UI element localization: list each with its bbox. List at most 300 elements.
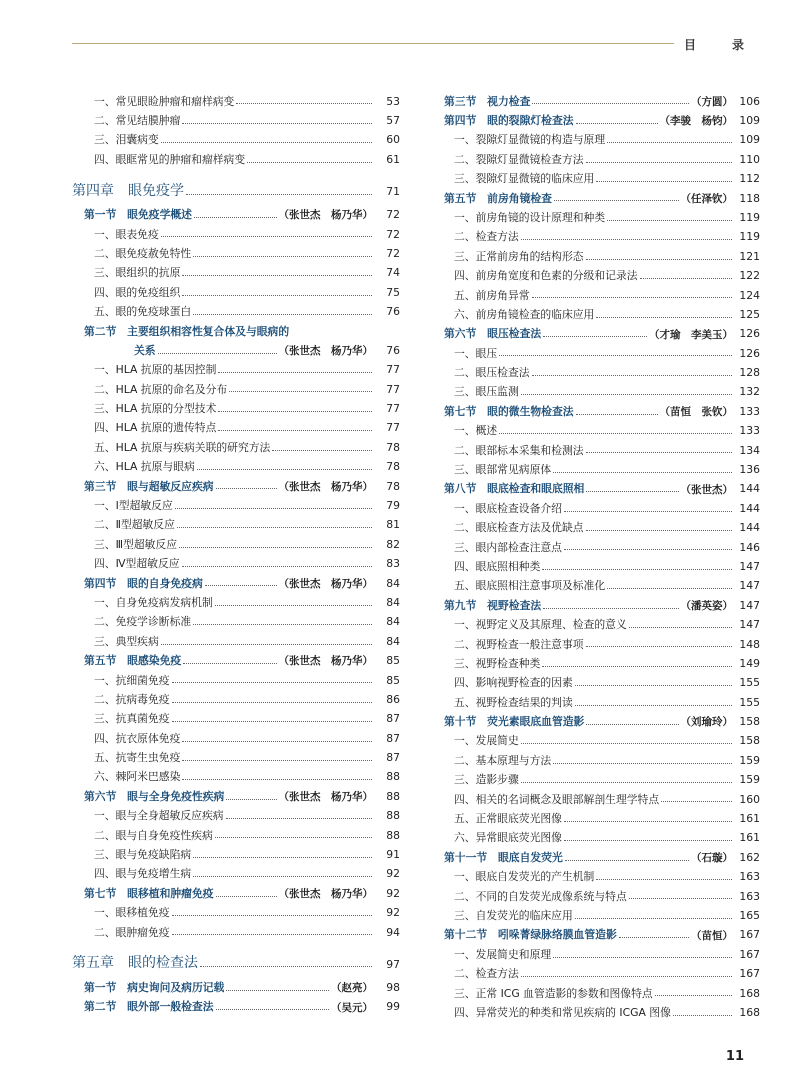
- dot-leader: [172, 721, 372, 722]
- toc-entry-title: 三、正常前房角的结构形态: [454, 249, 584, 263]
- toc-entry-page: 88: [386, 770, 400, 784]
- toc-item[interactable]: [432, 651, 760, 670]
- dot-leader: [575, 685, 732, 686]
- toc-entry-page: 72: [386, 208, 400, 222]
- toc-item[interactable]: [432, 225, 760, 244]
- toc-entry-title: 二、常见结膜肿瘤: [94, 113, 181, 127]
- toc-entry-page: 146: [739, 540, 760, 554]
- dot-leader: [640, 278, 732, 279]
- toc-entry-title: 二、裂隙灯显微镜检查方法: [454, 152, 584, 166]
- toc-item[interactable]: [72, 707, 400, 726]
- toc-entry-title: 第六节 眼压检查法: [444, 327, 542, 341]
- toc-entry-page: 147: [739, 618, 760, 632]
- toc-entry-page: 94: [386, 925, 400, 939]
- toc-section[interactable]: [72, 995, 400, 1014]
- toc-item[interactable]: [432, 205, 760, 224]
- toc-entry-author: （任泽钦）: [680, 192, 733, 205]
- toc-item[interactable]: [432, 613, 760, 632]
- dot-leader: [172, 702, 372, 703]
- toc-item[interactable]: [72, 108, 400, 127]
- toc-entry-title: 第十一节 眼底自发荧光: [444, 850, 563, 864]
- toc-entry-page: 148: [739, 637, 760, 651]
- dot-leader: [586, 259, 732, 260]
- toc-item[interactable]: [72, 901, 400, 920]
- toc-entry-page: 72: [386, 227, 400, 241]
- toc-item[interactable]: [432, 554, 760, 573]
- toc-entry-page: 167: [739, 928, 760, 942]
- toc-entry-title: 三、眼与免疫缺陷病: [94, 848, 192, 862]
- toc-entry-page: 144: [739, 501, 760, 515]
- toc-entry-page: 83: [386, 557, 400, 571]
- toc-entry-title: 六、HLA 抗原与眼病: [94, 460, 195, 474]
- toc-entry-page: 132: [739, 385, 760, 399]
- toc-entry-page: 74: [386, 266, 400, 280]
- dot-leader: [543, 608, 678, 609]
- toc-item[interactable]: [72, 416, 400, 435]
- toc-entry-title: 四、眼的免疫组织: [94, 285, 181, 299]
- dot-leader: [542, 666, 732, 667]
- toc-entry-page: 77: [386, 382, 400, 396]
- toc-section[interactable]: [72, 571, 400, 590]
- toc-item[interactable]: [432, 128, 760, 147]
- dot-leader: [182, 566, 372, 567]
- toc-entry-page: 122: [739, 269, 760, 283]
- toc-entry-page: 76: [386, 305, 400, 319]
- toc-section[interactable]: [432, 186, 760, 205]
- toc-entry-author: （张世杰 杨乃华）: [278, 345, 373, 358]
- toc-entry-page: 167: [739, 947, 760, 961]
- dot-leader: [673, 1015, 732, 1016]
- toc-entry-title: 第五节 前房角镜检查: [444, 191, 552, 205]
- toc-entry-page: 85: [386, 673, 400, 687]
- dot-leader: [226, 990, 329, 991]
- toc-entry-page: 163: [739, 889, 760, 903]
- toc-item[interactable]: [72, 241, 400, 260]
- dot-leader: [564, 549, 732, 550]
- toc-entry-title: 第六节 眼与全身免疫性疾病: [84, 789, 225, 803]
- toc-entry-page: 121: [739, 249, 760, 263]
- toc-entry-title: 三、抗真菌免疫: [94, 712, 170, 726]
- toc-entry-title: 一、眼底自发荧光的产生机制: [454, 870, 595, 884]
- toc-item[interactable]: [72, 261, 400, 280]
- toc-entry-title: 三、视野检查种类: [454, 656, 541, 670]
- toc-section[interactable]: [432, 710, 760, 729]
- toc-entry-page: 75: [386, 285, 400, 299]
- toc-entry-page: 60: [386, 133, 400, 147]
- toc-item[interactable]: [72, 590, 400, 609]
- dot-leader: [661, 801, 732, 802]
- toc-entry-title: 一、抗细菌免疫: [94, 673, 170, 687]
- toc-entry-page: 168: [739, 1005, 760, 1019]
- toc-section[interactable]: [72, 338, 400, 357]
- dot-leader: [521, 782, 732, 783]
- toc-entry-page: 76: [386, 343, 400, 357]
- toc-entry-title: 第四章 眼免疫学: [72, 182, 184, 199]
- toc-entry-author: （李骏 杨钧）: [659, 115, 733, 128]
- toc-entry-title: 三、自发荧光的临床应用: [454, 909, 573, 922]
- toc-entry-title: 第四节 眼的自身免疫病: [84, 576, 203, 590]
- toc-entry-title: 四、眼底照相种类: [454, 559, 541, 573]
- toc-entry-page: 87: [386, 751, 400, 765]
- toc-entry-page: 126: [739, 327, 760, 341]
- toc-entry-title: 二、检查方法: [454, 967, 519, 981]
- toc-item[interactable]: [432, 360, 760, 379]
- toc-entry-page: 87: [386, 731, 400, 745]
- toc-entry-title: 一、眼压: [454, 346, 498, 360]
- toc-entry-page: 92: [386, 867, 400, 881]
- toc-chapter[interactable]: [72, 947, 400, 971]
- toc-item[interactable]: [72, 823, 400, 842]
- toc-item[interactable]: [72, 89, 400, 108]
- dot-leader: [215, 837, 372, 838]
- toc-item[interactable]: [72, 920, 400, 939]
- toc-entry-title: 三、泪囊病变: [94, 133, 159, 147]
- dot-leader: [553, 763, 732, 764]
- toc-entry-author: （张世杰 杨乃华）: [278, 209, 373, 222]
- toc-section[interactable]: [72, 881, 400, 900]
- toc-entry-page: 78: [386, 479, 400, 493]
- toc-item[interactable]: [72, 280, 400, 299]
- toc-item[interactable]: [72, 396, 400, 415]
- toc-entry-page: 160: [739, 792, 760, 806]
- dot-leader: [161, 236, 372, 237]
- dot-leader: [161, 644, 372, 645]
- toc-item[interactable]: [432, 690, 760, 709]
- dot-leader: [158, 353, 277, 354]
- toc-item[interactable]: [432, 865, 760, 884]
- toc-item[interactable]: [432, 826, 760, 845]
- toc-entry-title: 第九节 视野检查法: [444, 598, 542, 612]
- dot-leader: [272, 450, 372, 451]
- toc-entry-page: 124: [739, 288, 760, 302]
- toc-section[interactable]: [72, 649, 400, 668]
- toc-item[interactable]: [432, 535, 760, 554]
- toc-entry-page: 92: [386, 906, 400, 920]
- dot-leader: [218, 372, 372, 373]
- dot-leader: [194, 217, 277, 218]
- toc-entry-title: 四、HLA 抗原的遗传特点: [94, 421, 217, 435]
- toc-right-column: [432, 89, 760, 1020]
- toc-entry-title: 第八节 眼底检查和眼底照相: [444, 482, 585, 496]
- dot-leader: [499, 355, 732, 356]
- toc-section[interactable]: [432, 845, 760, 864]
- toc-entry-page: 119: [739, 230, 760, 244]
- toc-entry-title: 第七节 眼的微生物检查法: [444, 404, 574, 418]
- toc-entry-page: 77: [386, 402, 400, 416]
- toc-entry-page: 161: [739, 831, 760, 845]
- toc-item[interactable]: [432, 516, 760, 535]
- toc-entry-title: 一、常见眼睑肿瘤和瘤样病变: [94, 94, 235, 108]
- toc-entry-title: 第一节 病史询问及病历记载: [84, 981, 225, 994]
- toc-entry-page: 167: [739, 967, 760, 981]
- toc-item[interactable]: [72, 726, 400, 745]
- toc-item[interactable]: [432, 1000, 760, 1019]
- toc-item[interactable]: [72, 455, 400, 474]
- toc-entry-title: 四、前房角宽度和色素的分级和记录法: [454, 269, 638, 283]
- toc-item[interactable]: [72, 377, 400, 396]
- toc-entry-author: （张世杰 杨乃华）: [278, 655, 373, 668]
- toc-entry-page: 88: [386, 828, 400, 842]
- dot-leader: [182, 275, 372, 276]
- dot-leader: [564, 511, 732, 512]
- toc-item[interactable]: [72, 687, 400, 706]
- toc-item[interactable]: [432, 632, 760, 651]
- toc-entry-title: 第十二节 吲哚菁绿脉络膜血管造影: [444, 928, 617, 942]
- toc-section[interactable]: [432, 322, 760, 341]
- toc-item[interactable]: [72, 435, 400, 454]
- dot-leader: [564, 821, 732, 822]
- toc-section[interactable]: [72, 319, 400, 338]
- toc-item[interactable]: [432, 768, 760, 787]
- toc-section[interactable]: [72, 784, 400, 803]
- dot-leader: [596, 181, 732, 182]
- toc-item[interactable]: [432, 438, 760, 457]
- dot-leader: [532, 103, 689, 104]
- toc-section[interactable]: [432, 399, 760, 418]
- toc-item[interactable]: [432, 283, 760, 302]
- toc-entry-title: 第二节 主要组织相容性复合体及与眼病的: [84, 324, 290, 338]
- toc-section[interactable]: [432, 108, 760, 127]
- dot-leader: [226, 818, 372, 819]
- toc-entry-page: 128: [739, 366, 760, 380]
- toc-entry-page: 158: [739, 734, 760, 748]
- toc-entry-title: 二、眼肿瘤免疫: [94, 925, 170, 939]
- dot-leader: [553, 957, 732, 958]
- toc-chapter[interactable]: [72, 175, 400, 199]
- toc-entry-title: 第二节 眼外部一般检查法: [84, 1000, 214, 1014]
- dot-leader: [607, 142, 732, 143]
- toc-item[interactable]: [432, 806, 760, 825]
- toc-entry-page: 81: [386, 518, 400, 532]
- toc-entry-page: 147: [739, 559, 760, 573]
- toc-entry-title: 一、眼与全身超敏反应疾病: [94, 809, 224, 823]
- toc-item[interactable]: [432, 341, 760, 360]
- toc-entry-page: 99: [386, 1000, 400, 1014]
- toc-entry-title: 一、前房角镜的设计原理和种类: [454, 210, 606, 224]
- dot-leader: [172, 934, 372, 935]
- toc-entry-title: 三、眼压监测: [454, 385, 519, 399]
- toc-item[interactable]: [72, 629, 400, 648]
- dot-leader: [586, 530, 732, 531]
- toc-item[interactable]: [72, 358, 400, 377]
- dot-leader: [182, 295, 372, 296]
- toc-section[interactable]: [432, 923, 760, 942]
- toc-entry-page: 110: [739, 152, 760, 166]
- toc-entry-title: 二、眼压检查法: [454, 366, 530, 380]
- toc-entry-page: 112: [739, 172, 760, 186]
- toc-item[interactable]: [72, 804, 400, 823]
- toc-item[interactable]: [432, 457, 760, 476]
- toc-entry-title: 二、Ⅱ型超敏反应: [94, 518, 175, 532]
- dot-leader: [554, 200, 679, 201]
- header-label-1: 目: [684, 38, 697, 52]
- dot-leader: [193, 876, 372, 877]
- toc-item[interactable]: [432, 496, 760, 515]
- toc-entry-page: 109: [739, 113, 760, 127]
- dot-leader: [499, 433, 732, 434]
- toc-entry-title: 二、眼部标本采集和检测法: [454, 443, 584, 457]
- dot-leader: [229, 391, 372, 392]
- toc-entry-title: 一、HLA 抗原的基因控制: [94, 363, 217, 377]
- dot-leader: [161, 142, 372, 143]
- toc-entry-title: 五、眼底照相注意事项及标准化: [454, 579, 606, 593]
- toc-item[interactable]: [432, 419, 760, 438]
- dot-leader: [193, 314, 372, 315]
- toc-entry-page: 162: [739, 850, 760, 864]
- toc-entry-author: （张世杰 杨乃华）: [278, 577, 373, 590]
- toc-item[interactable]: [72, 300, 400, 319]
- dot-leader: [177, 527, 372, 528]
- toc-section[interactable]: [432, 593, 760, 612]
- toc-entry-title: 三、眼部常见病原体: [454, 463, 552, 477]
- toc-item[interactable]: [432, 729, 760, 748]
- toc-item[interactable]: [432, 671, 760, 690]
- dot-leader: [629, 898, 732, 899]
- toc-item[interactable]: [72, 128, 400, 147]
- toc-item[interactable]: [72, 513, 400, 532]
- toc-entry-title: 第七节 眼移植和肿瘤免疫: [84, 886, 214, 900]
- toc-entry-title: 一、眼底检查设备介绍: [454, 501, 562, 515]
- toc-entry-title: 一、裂隙灯显微镜的构造与原理: [454, 133, 606, 147]
- toc-entry-page: 155: [739, 695, 760, 709]
- toc-entry-page: 144: [739, 521, 760, 535]
- dot-leader: [216, 488, 277, 489]
- header-label-2: 录: [732, 38, 745, 52]
- toc-entry-author: （刘瑜玲）: [680, 716, 733, 729]
- toc-entry-author: （张世杰 杨乃华）: [278, 480, 373, 493]
- toc-item[interactable]: [72, 147, 400, 166]
- toc-entry-author: （张世杰 杨乃华）: [278, 791, 373, 804]
- dot-leader: [218, 411, 372, 412]
- toc-entry-page: 79: [386, 499, 400, 513]
- toc-item[interactable]: [432, 942, 760, 961]
- toc-item[interactable]: [432, 167, 760, 186]
- toc-entry-page: 125: [739, 307, 760, 321]
- toc-entry-author: （张世杰）: [680, 483, 733, 496]
- dot-leader: [553, 472, 732, 473]
- toc-entry-page: 136: [739, 463, 760, 477]
- dot-leader: [586, 724, 678, 725]
- toc-entry-title: 第三节 眼与超敏反应疾病: [84, 479, 214, 493]
- toc-entry-title: 一、概述: [454, 424, 498, 438]
- page-number: 11: [725, 1049, 744, 1064]
- toc-item[interactable]: [432, 574, 760, 593]
- toc-section[interactable]: [72, 474, 400, 493]
- toc-entry-page: 61: [386, 152, 400, 166]
- toc-entry-page: 97: [386, 957, 400, 971]
- toc-entry-title: 一、发展简史和原理: [454, 947, 552, 961]
- toc-item[interactable]: [72, 862, 400, 881]
- dot-leader: [532, 375, 732, 376]
- toc-entry-page: 88: [386, 789, 400, 803]
- toc-item[interactable]: [432, 884, 760, 903]
- toc-item[interactable]: [432, 302, 760, 321]
- toc-entry-title: 二、抗病毒免疫: [94, 692, 170, 706]
- toc-entry-page: 87: [386, 712, 400, 726]
- dot-leader: [521, 239, 732, 240]
- toc-entry-title: 六、棘阿米巴感染: [94, 770, 181, 784]
- toc-section[interactable]: [72, 975, 400, 994]
- toc-entry-page: 78: [386, 460, 400, 474]
- dot-leader: [575, 918, 732, 919]
- toc-item[interactable]: [432, 748, 760, 767]
- toc-entry-author: （潘英姿）: [680, 600, 733, 613]
- dot-leader: [596, 879, 732, 880]
- toc-item[interactable]: [432, 962, 760, 981]
- toc-item[interactable]: [72, 668, 400, 687]
- toc-entry-title: 四、抗衣原体免疫: [94, 731, 181, 745]
- toc-entry-page: 84: [386, 595, 400, 609]
- toc-item[interactable]: [72, 552, 400, 571]
- toc-entry-author: （苗恒 张钦）: [659, 406, 733, 419]
- toc-section[interactable]: [72, 203, 400, 222]
- toc-entry-page: 72: [386, 246, 400, 260]
- dot-leader: [586, 491, 678, 492]
- toc-item[interactable]: [72, 765, 400, 784]
- toc-entry-title: 第四节 眼的裂隙灯检查法: [444, 113, 574, 127]
- toc-item[interactable]: [72, 493, 400, 512]
- toc-entry-title: 二、基本原理与方法: [454, 753, 552, 767]
- toc-entry-title: 关系: [134, 343, 156, 357]
- toc-entry-author: （赵亮）: [331, 982, 373, 995]
- dot-leader: [596, 317, 732, 318]
- toc-item[interactable]: [432, 264, 760, 283]
- toc-item[interactable]: [72, 222, 400, 241]
- toc-section[interactable]: [432, 89, 760, 108]
- toc-entry-page: 88: [386, 809, 400, 823]
- toc-item[interactable]: [432, 787, 760, 806]
- toc-item[interactable]: [72, 746, 400, 765]
- toc-entry-title: 二、视野检查一般注意事项: [454, 637, 584, 651]
- toc-entry-page: 165: [739, 909, 760, 922]
- dot-leader: [655, 995, 732, 996]
- toc-item[interactable]: [432, 380, 760, 399]
- toc-item[interactable]: [432, 147, 760, 166]
- dot-leader: [200, 966, 372, 967]
- dot-leader: [197, 469, 372, 470]
- toc-entry-page: 147: [739, 579, 760, 593]
- toc-entry-title: 二、HLA 抗原的命名及分布: [94, 382, 228, 396]
- toc-item[interactable]: [432, 903, 760, 922]
- toc-entry-page: 144: [739, 482, 760, 496]
- toc-entry-title: 六、异常眼底荧光图像: [454, 831, 562, 845]
- toc-entry-title: 第五章 眼的检查法: [72, 955, 198, 972]
- toc-entry-title: 五、视野检查结果的判读: [454, 695, 573, 709]
- dot-leader: [193, 256, 372, 257]
- toc-entry-author: （吴元）: [331, 1001, 373, 1014]
- dot-leader: [216, 1009, 329, 1010]
- toc-item[interactable]: [72, 610, 400, 629]
- toc-entry-title: 四、影响视野检查的因素: [454, 676, 573, 690]
- dot-leader: [193, 624, 372, 625]
- toc-entry-title: 六、前房角镜检查的临床应用: [454, 307, 595, 321]
- toc-entry-page: 77: [386, 421, 400, 435]
- toc-entry-page: 92: [386, 886, 400, 900]
- toc-item[interactable]: [432, 981, 760, 1000]
- dot-leader: [182, 123, 372, 124]
- toc-item[interactable]: [72, 532, 400, 551]
- toc-entry-title: 三、裂隙灯显微镜的临床应用: [454, 172, 595, 186]
- dot-leader: [532, 297, 732, 298]
- toc-item[interactable]: [72, 842, 400, 861]
- dot-leader: [576, 414, 658, 415]
- toc-item[interactable]: [432, 244, 760, 263]
- dot-leader: [226, 799, 276, 800]
- toc-entry-page: 86: [386, 692, 400, 706]
- toc-entry-title: 二、检查方法: [454, 230, 519, 244]
- toc-entry-title: 三、造影步骤: [454, 773, 519, 787]
- toc-section[interactable]: [432, 477, 760, 496]
